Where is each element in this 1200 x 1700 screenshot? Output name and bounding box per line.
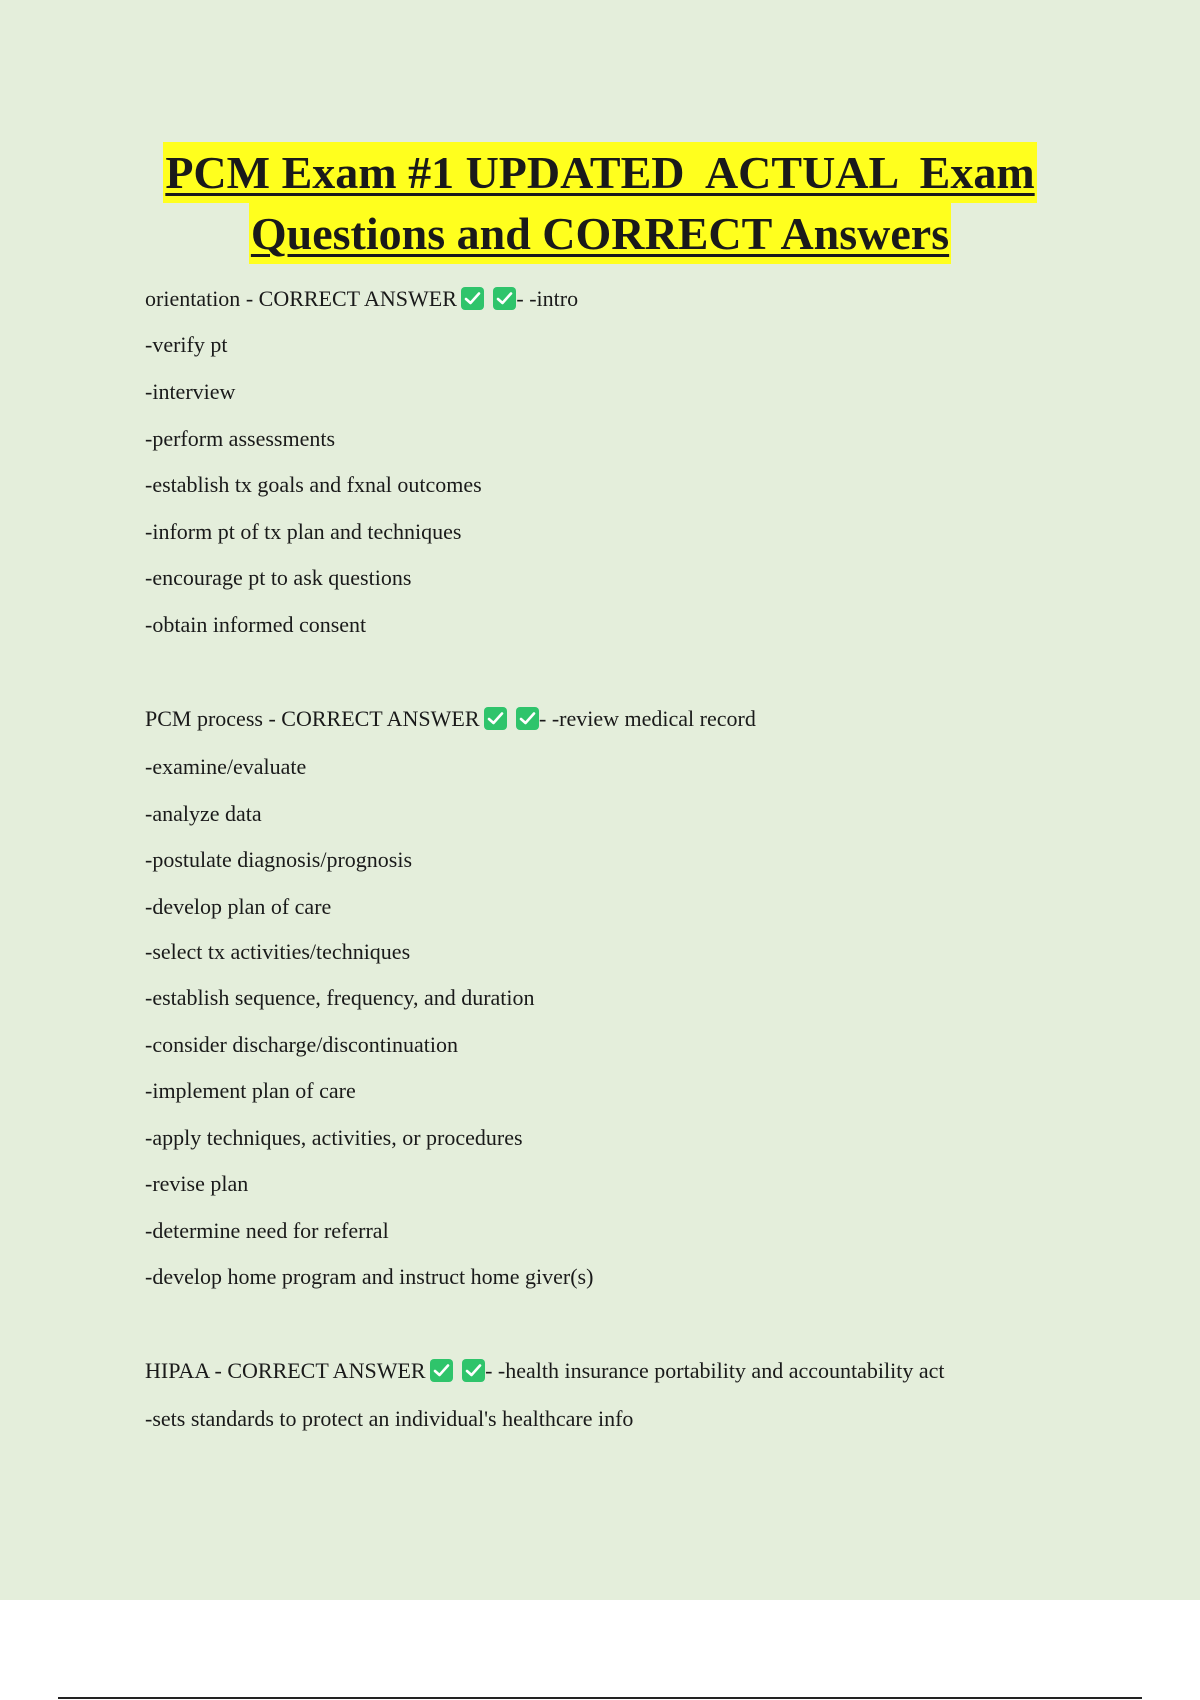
- title-line-2: Questions and CORRECT Answers: [249, 203, 951, 264]
- title-line-1: PCM Exam #1 UPDATED ACTUAL Exam: [163, 142, 1036, 203]
- answer-item: -perform assessments: [145, 426, 336, 451]
- answer-item: -encourage pt to ask questions: [145, 565, 412, 590]
- answer-item: -examine/evaluate: [145, 754, 307, 779]
- check-box-icon: [484, 707, 507, 730]
- check-box-icon: [430, 1359, 453, 1382]
- answer-item: -verify pt: [145, 332, 228, 357]
- answer-first-line: - -review medical record: [539, 706, 756, 731]
- answer-item: -analyze data: [145, 801, 262, 826]
- answer-item: -implement plan of care: [145, 1078, 356, 1103]
- answer-item: -develop plan of care: [145, 894, 332, 919]
- answer-first-line: - -intro: [516, 286, 579, 311]
- question-term: PCM process: [145, 706, 263, 731]
- answer-item: -obtain informed consent: [145, 612, 367, 637]
- check-box-icon: [461, 287, 484, 310]
- answer-item: -establish tx goals and fxnal outcomes: [145, 472, 482, 497]
- answer-item: -apply techniques, activities, or procedures: [145, 1125, 523, 1150]
- answer-marker: CORRECT ANSWER: [281, 706, 480, 731]
- answer-marker: CORRECT ANSWER: [227, 1358, 426, 1383]
- answer-item: -revise plan: [145, 1171, 249, 1196]
- answer-item: -select tx activities/techniques: [145, 939, 411, 964]
- answer-item: -establish sequence, frequency, and duration: [145, 985, 535, 1010]
- document-title: [0, 142, 1200, 264]
- answer-item: -sets standards to protect an individual's healthcare info: [145, 1406, 634, 1431]
- answer-first-line: - -health insurance portability and accountability act: [485, 1358, 945, 1383]
- question-term: orientation: [145, 286, 241, 311]
- check-box-icon: [462, 1359, 485, 1382]
- answer-item: -consider discharge/discontinuation: [145, 1032, 459, 1057]
- answer-item: -determine need for referral: [145, 1218, 389, 1243]
- check-box-icon: [516, 707, 539, 730]
- question-line: orientation - CORRECT ANSWER - -intro: [145, 286, 579, 311]
- question-term: HIPAA: [145, 1358, 209, 1383]
- answer-item: -inform pt of tx plan and techniques: [145, 519, 462, 544]
- answer-item: -interview: [145, 379, 236, 404]
- question-line: HIPAA - CORRECT ANSWER - -health insurance portability and accountability act: [145, 1358, 945, 1383]
- footer-divider: [58, 1697, 1142, 1699]
- answer-item: -develop home program and instruct home giver(s): [145, 1264, 594, 1289]
- question-line: PCM process - CORRECT ANSWER - -review medical record: [145, 706, 756, 731]
- answer-item: -postulate diagnosis/prognosis: [145, 847, 413, 872]
- answer-marker: CORRECT ANSWER: [258, 286, 457, 311]
- check-box-icon: [493, 287, 516, 310]
